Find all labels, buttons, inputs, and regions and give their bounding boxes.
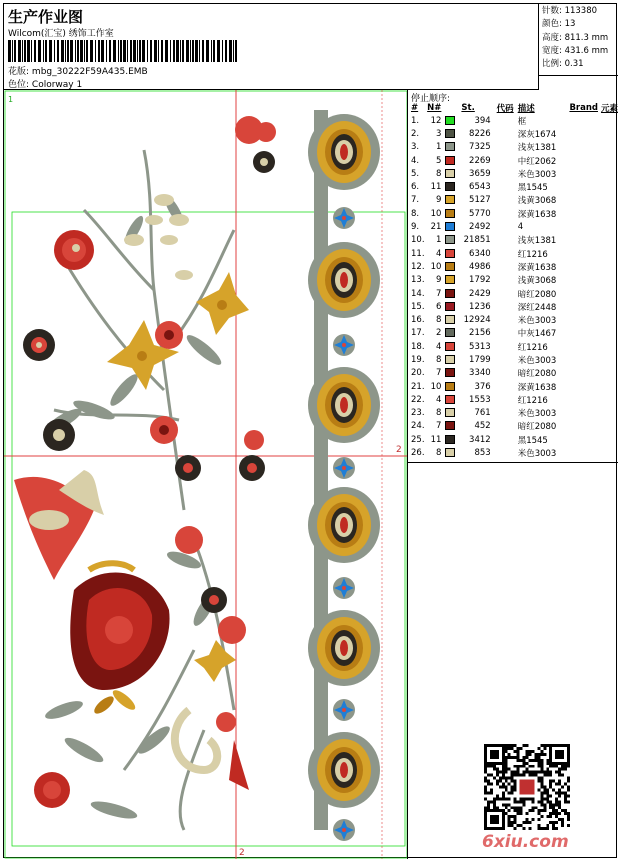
- row-index: 2.: [411, 128, 420, 139]
- row-needle: 6: [435, 301, 442, 312]
- row-stitches: 394: [474, 115, 491, 126]
- color-swatch: [445, 195, 455, 204]
- color-row: [411, 247, 618, 260]
- design-artwork: [4, 90, 408, 859]
- color-swatch: [445, 142, 455, 151]
- row-needle: 21: [430, 222, 442, 233]
- row-description: 浅灰1381: [517, 236, 557, 247]
- color-swatch: [445, 342, 455, 351]
- row-description: 暗红2080: [517, 289, 557, 300]
- row-swatch: [445, 300, 461, 313]
- color-swatch: [445, 275, 455, 284]
- color-swatch: [445, 448, 455, 457]
- row-stitches: 6543: [469, 182, 491, 193]
- row-stitches: 6340: [469, 248, 491, 259]
- row-needle: 8: [435, 168, 442, 179]
- row-needle: 8: [435, 448, 442, 459]
- row-index: 25.: [411, 434, 425, 445]
- row-needle: 10: [430, 261, 442, 272]
- production-sheet: [3, 3, 617, 858]
- row-description: 深黄1638: [517, 382, 557, 393]
- color-swatch: [445, 435, 455, 444]
- row-code: [497, 446, 514, 459]
- color-row: [411, 353, 618, 366]
- stop-sequence-panel: [408, 90, 618, 463]
- row-swatch: [445, 194, 461, 207]
- row-description: 框: [517, 116, 527, 127]
- row-description: 红1216: [517, 395, 548, 406]
- row-description: 深灰1674: [517, 129, 557, 140]
- embroidery-design-preview: [4, 90, 408, 859]
- row-swatch: [445, 446, 461, 459]
- row-description: 浅黄3068: [517, 276, 557, 287]
- row-description: 4: [517, 222, 524, 233]
- row-swatch: [445, 167, 461, 180]
- color-row: [411, 380, 618, 393]
- row-needle: 4: [435, 394, 442, 405]
- file-label: 花版:: [8, 67, 30, 77]
- studio-name: Wilcom(汇宝) 绣饰工作室: [8, 29, 114, 39]
- row-code: [497, 167, 514, 180]
- row-needle: 7: [435, 368, 442, 379]
- row-index: 20.: [411, 368, 425, 379]
- colorway-label: 色位:: [8, 80, 30, 90]
- row-index: 23.: [411, 408, 425, 419]
- row-needle: 2: [435, 328, 442, 339]
- color-swatch: [445, 328, 455, 337]
- row-stitches: 1792: [469, 275, 491, 286]
- row-index: 1.: [411, 115, 420, 126]
- row-index: 7.: [411, 195, 420, 206]
- row-description: 浅黄3068: [517, 196, 557, 207]
- row-needle: 12: [430, 115, 442, 126]
- row-stitches: 3340: [469, 368, 491, 379]
- row-needle: 1: [435, 142, 442, 153]
- row-needle: 8: [435, 315, 442, 326]
- row-stitches: 3659: [469, 168, 491, 179]
- color-swatch: [445, 129, 455, 138]
- color-row: [411, 207, 618, 220]
- row-index: 5.: [411, 168, 420, 179]
- row-code: [497, 274, 514, 287]
- page-title: 生产作业图: [8, 8, 84, 26]
- start-marker: 1: [8, 95, 14, 104]
- col-element: 元素: [600, 104, 618, 114]
- row-swatch: [445, 287, 461, 300]
- row-stitches: 853: [474, 448, 491, 459]
- stat-colors: 颜色: 13: [542, 19, 576, 30]
- row-index: 12.: [411, 261, 425, 272]
- color-row: [411, 154, 618, 167]
- color-row: [411, 167, 618, 180]
- row-swatch: [445, 340, 461, 353]
- row-code: [497, 207, 514, 220]
- color-row: [411, 446, 618, 459]
- color-swatch: [445, 315, 455, 324]
- row-description: 米色3003: [517, 316, 557, 327]
- row-index: 8.: [411, 208, 420, 219]
- color-row: [411, 327, 618, 340]
- row-description: 深红2448: [517, 302, 557, 313]
- row-index: 24.: [411, 421, 425, 432]
- row-index: 18.: [411, 341, 425, 352]
- stats-block: [539, 4, 618, 76]
- axis-marker-right: 2: [396, 445, 402, 455]
- row-index: 9.: [411, 222, 420, 233]
- color-swatch: [445, 368, 455, 377]
- row-index: 14.: [411, 288, 425, 299]
- row-code: [497, 340, 514, 353]
- row-code: [497, 141, 514, 154]
- row-swatch: [445, 114, 461, 127]
- color-row: [411, 194, 618, 207]
- color-row: [411, 114, 618, 127]
- file-value: mbg_30222F59A435.EMB: [31, 67, 148, 77]
- border-column: [308, 110, 380, 841]
- row-description: 深黄1638: [517, 209, 557, 220]
- row-index: 10.: [411, 235, 425, 246]
- row-index: 16.: [411, 315, 425, 326]
- row-needle: 7: [435, 421, 442, 432]
- row-stitches: 2269: [469, 155, 491, 166]
- color-swatch: [445, 169, 455, 178]
- row-needle: 10: [430, 208, 442, 219]
- color-row: [411, 367, 618, 380]
- row-swatch: [445, 154, 461, 167]
- color-table: [411, 102, 618, 460]
- row-stitches: 761: [474, 408, 491, 419]
- rose-bouquet: [70, 563, 169, 716]
- row-stitches: 1799: [469, 354, 491, 365]
- row-stitches: 2492: [469, 222, 491, 233]
- row-code: [497, 407, 514, 420]
- row-swatch: [445, 407, 461, 420]
- row-swatch: [445, 367, 461, 380]
- color-swatch: [445, 209, 455, 218]
- row-code: [497, 300, 514, 313]
- row-index: 17.: [411, 328, 425, 339]
- colorway-value: Colorway 1: [31, 80, 83, 90]
- row-needle: 10: [430, 381, 442, 392]
- row-description: 浅灰1381: [517, 143, 557, 154]
- file-row: [8, 64, 148, 77]
- color-row: [411, 180, 618, 193]
- color-row: [411, 274, 618, 287]
- row-swatch: [445, 274, 461, 287]
- color-row: [411, 234, 618, 247]
- row-description: 中红2062: [517, 156, 557, 167]
- row-code: [497, 247, 514, 260]
- row-swatch: [445, 141, 461, 154]
- row-index: 22.: [411, 394, 425, 405]
- row-stitches: 7325: [469, 142, 491, 153]
- row-swatch: [445, 234, 461, 247]
- color-row: [411, 300, 618, 313]
- row-description: 米色3003: [517, 169, 557, 180]
- row-swatch: [445, 127, 461, 140]
- row-swatch: [445, 380, 461, 393]
- row-code: [497, 313, 514, 326]
- color-row: [411, 127, 618, 140]
- header-block: [4, 4, 539, 90]
- row-index: 6.: [411, 182, 420, 193]
- stat-width: 宽度: 431.6 mm: [542, 45, 609, 56]
- row-code: [497, 327, 514, 340]
- row-needle: 8: [435, 354, 442, 365]
- row-index: 19.: [411, 354, 425, 365]
- color-row: [411, 220, 618, 233]
- row-needle: 3: [435, 128, 442, 139]
- row-stitches: 5313: [469, 341, 491, 352]
- row-code: [497, 260, 514, 273]
- row-swatch: [445, 207, 461, 220]
- color-swatch: [445, 289, 455, 298]
- row-code: [497, 194, 514, 207]
- color-row: [411, 141, 618, 154]
- row-index: 4.: [411, 155, 420, 166]
- row-stitches: 4986: [469, 261, 491, 272]
- stat-height: 高度: 811.3 mm: [542, 32, 609, 43]
- row-stitches: 8226: [469, 128, 491, 139]
- color-row: [411, 407, 618, 420]
- row-code: [497, 220, 514, 233]
- row-swatch: [445, 260, 461, 273]
- color-swatch: [445, 222, 455, 231]
- color-swatch: [445, 156, 455, 165]
- row-description: 黑1545: [517, 435, 548, 446]
- row-description: 米色3003: [517, 449, 557, 460]
- color-row: [411, 313, 618, 326]
- row-description: 红1216: [517, 342, 548, 353]
- color-swatch: [445, 116, 455, 125]
- color-swatch: [445, 408, 455, 417]
- row-stitches: 3412: [469, 434, 491, 445]
- color-swatch: [445, 262, 455, 271]
- row-swatch: [445, 433, 461, 446]
- row-stitches: 5770: [469, 208, 491, 219]
- color-row: [411, 340, 618, 353]
- color-row: [411, 260, 618, 273]
- col-hash: #: [411, 103, 419, 113]
- row-description: 暗红2080: [517, 422, 557, 433]
- row-stitches: 21851: [463, 235, 491, 246]
- row-needle: 7: [435, 288, 442, 299]
- row-swatch: [445, 180, 461, 193]
- color-row: [411, 433, 618, 446]
- row-index: 21.: [411, 381, 425, 392]
- color-swatch: [445, 421, 455, 430]
- row-description: 红1216: [517, 249, 548, 260]
- color-swatch: [445, 249, 455, 258]
- row-swatch: [445, 313, 461, 326]
- row-stitches: 376: [474, 381, 491, 392]
- row-code: [497, 234, 514, 247]
- row-stitches: 2429: [469, 288, 491, 299]
- row-code: [497, 433, 514, 446]
- row-swatch: [445, 247, 461, 260]
- row-needle: 11: [430, 434, 442, 445]
- row-description: 米色3003: [517, 355, 557, 366]
- row-index: 13.: [411, 275, 425, 286]
- row-needle: 4: [435, 248, 442, 259]
- row-index: 26.: [411, 448, 425, 459]
- row-swatch: [445, 353, 461, 366]
- row-code: [497, 287, 514, 300]
- row-code: [497, 367, 514, 380]
- col-stitches: St.: [461, 103, 475, 113]
- butterfly-motif: [14, 470, 104, 580]
- axis-marker-bottom: 2: [239, 848, 245, 858]
- row-description: 暗红2080: [517, 369, 557, 380]
- color-swatch: [445, 182, 455, 191]
- row-swatch: [445, 393, 461, 406]
- row-swatch: [445, 220, 461, 233]
- row-code: [497, 154, 514, 167]
- row-code: [497, 380, 514, 393]
- col-number: N#: [427, 103, 442, 113]
- qr-code: [484, 744, 570, 830]
- row-stitches: 2156: [469, 328, 491, 339]
- row-description: 黑1545: [517, 183, 548, 194]
- row-index: 11.: [411, 248, 425, 259]
- row-description: 深黄1638: [517, 262, 557, 273]
- color-swatch: [445, 382, 455, 391]
- row-stitches: 1236: [469, 301, 491, 312]
- row-code: [497, 114, 514, 127]
- col-brand: Brand: [569, 103, 598, 113]
- row-code: [497, 180, 514, 193]
- row-code: [497, 393, 514, 406]
- row-index: 3.: [411, 142, 420, 153]
- row-needle: 4: [435, 341, 442, 352]
- color-swatch: [445, 235, 455, 244]
- color-row: [411, 287, 618, 300]
- color-row: [411, 393, 618, 406]
- row-stitches: 452: [474, 421, 491, 432]
- color-swatch: [445, 302, 455, 311]
- stat-stitches: 针数: 113380: [542, 6, 598, 16]
- watermark: 6xiu.com: [482, 832, 569, 852]
- colorway-row: [8, 77, 82, 90]
- row-index: 15.: [411, 301, 425, 312]
- row-swatch: [445, 420, 461, 433]
- col-code: 代码: [496, 104, 514, 114]
- row-description: 米色3003: [517, 409, 557, 420]
- row-swatch: [445, 327, 461, 340]
- row-needle: 8: [435, 408, 442, 419]
- stat-scale: 比例: 0.31: [542, 59, 584, 70]
- stop-sequence-title: 停止顺序:: [411, 94, 451, 104]
- color-row: [411, 420, 618, 433]
- row-needle: 5: [435, 155, 442, 166]
- row-stitches: 12924: [463, 315, 491, 326]
- row-needle: 9: [435, 195, 442, 206]
- row-code: [497, 420, 514, 433]
- col-description: 描述: [517, 104, 535, 114]
- row-needle: 1: [435, 235, 442, 246]
- color-swatch: [445, 395, 455, 404]
- barcode: [8, 40, 238, 62]
- row-needle: 9: [435, 275, 442, 286]
- row-code: [497, 127, 514, 140]
- row-stitches: 1553: [469, 394, 491, 405]
- row-stitches: 5127: [469, 195, 491, 206]
- row-description: 中灰1467: [517, 329, 557, 340]
- color-swatch: [445, 355, 455, 364]
- row-needle: 11: [430, 182, 442, 193]
- row-code: [497, 353, 514, 366]
